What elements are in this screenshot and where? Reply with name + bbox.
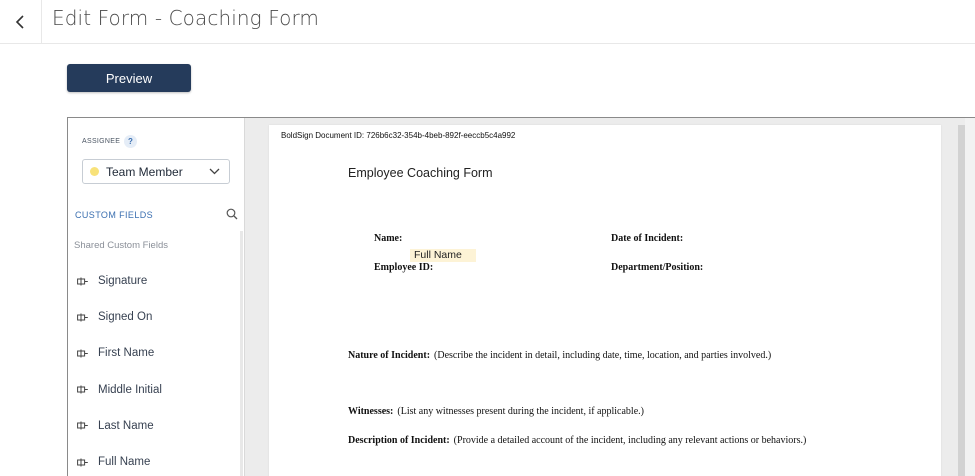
custom-field-middle-initial[interactable] xyxy=(68,372,240,408)
preview-button[interactable]: Preview xyxy=(67,64,191,92)
drag-field-icon xyxy=(77,313,88,322)
chevron-left-icon xyxy=(15,15,27,29)
nature-label: Nature of Incident: xyxy=(348,350,431,361)
search-icon[interactable] xyxy=(226,208,238,220)
custom-field-label: Last Name xyxy=(98,419,154,432)
drag-field-icon xyxy=(77,349,88,358)
drag-field-icon xyxy=(77,458,88,467)
custom-field-signature[interactable] xyxy=(68,263,240,299)
custom-field-label: Full Name xyxy=(98,456,151,469)
date-of-incident-label: Date of Incident: xyxy=(611,233,684,244)
custom-field-label: First Name xyxy=(98,347,155,360)
canvas-scrollbar[interactable] xyxy=(958,125,965,476)
custom-fields-header: CUSTOM FIELDS xyxy=(75,210,154,220)
nature-of-incident xyxy=(348,345,771,363)
help-icon[interactable]: ? xyxy=(124,135,137,148)
employee-id-label: Employee ID: xyxy=(374,262,434,273)
custom-field-first-name[interactable] xyxy=(68,335,240,371)
description-label: Description of Incident: xyxy=(348,435,450,446)
drag-field-icon xyxy=(77,277,88,286)
assignee-value: Team Member xyxy=(106,164,183,179)
assignee-color-dot xyxy=(90,167,99,176)
placed-field-full-name[interactable]: Full Name xyxy=(410,249,476,262)
description-text: (Provide a detailed account of the incident, including any relevant actions or behaviors.) xyxy=(453,435,807,446)
page-title: Edit Form - Coaching Form xyxy=(52,6,320,30)
custom-field-label: Middle Initial xyxy=(98,383,162,396)
document-id: BoldSign Document ID: 726b6c32-354b-4beb-892f-eeccb5c4a992 xyxy=(281,131,516,140)
custom-field-label: Signed On xyxy=(98,311,153,324)
drag-field-icon xyxy=(77,421,88,430)
document-title: Employee Coaching Form xyxy=(348,166,493,180)
top-bar xyxy=(0,0,975,44)
canvas-scrollbar-track xyxy=(965,118,975,476)
witnesses-label: Witnesses: xyxy=(348,406,394,417)
back-button[interactable] xyxy=(0,0,42,43)
form-editor xyxy=(67,117,975,476)
custom-field-label: Signature xyxy=(98,275,148,288)
assignee-label: ASSIGNEE xyxy=(82,138,121,145)
shared-custom-fields-label: Shared Custom Fields xyxy=(74,240,168,251)
panel-scrollbar[interactable] xyxy=(240,231,243,476)
nature-text: (Describe the incident in detail, including date, time, location, and parties involved.) xyxy=(434,350,772,361)
custom-field-signed-on[interactable] xyxy=(68,299,240,335)
custom-field-full-name[interactable] xyxy=(68,444,240,476)
name-label: Name: xyxy=(374,233,403,244)
assignee-dropdown[interactable] xyxy=(82,159,230,184)
witnesses xyxy=(348,401,644,419)
department-position-label: Department/Position: xyxy=(611,262,704,273)
witnesses-text: (List any witnesses present during the incident, if applicable.) xyxy=(397,406,644,417)
custom-field-list xyxy=(68,263,240,476)
chevron-down-icon xyxy=(209,168,220,175)
document-canvas xyxy=(244,118,975,476)
document-page[interactable] xyxy=(269,125,941,476)
fields-panel xyxy=(68,118,244,476)
description-of-incident xyxy=(348,430,806,448)
drag-field-icon xyxy=(77,385,88,394)
custom-field-last-name[interactable] xyxy=(68,408,240,444)
